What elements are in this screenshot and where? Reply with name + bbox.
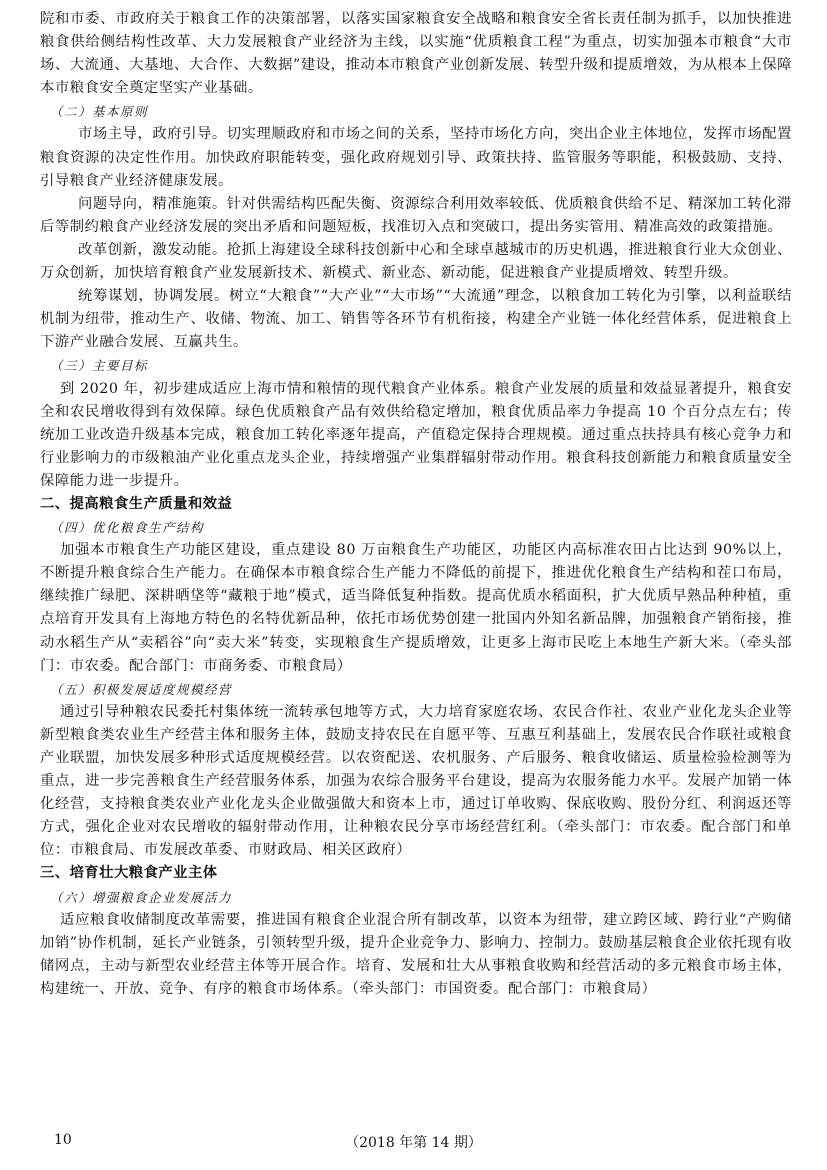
subheading-enterprise-vitality: （六）增强粮食企业发展活力 xyxy=(50,889,233,905)
paragraph-continued: 院和市委、市政府关于粮食工作的决策部署，以落实国家粮食安全战略和粮食安全省长责任制为抓手，以加快推进粮食供给侧结构性改革、大力发展粮食产业经济为主线，以实施“优质粮食工程”为重点，切实加强本市粮食“大市场、大流通、大基地、大合作、大数据”建设，推动本市粮食产业创新发展、转型升级和提质增效，为从根本上保障本市粮食安全奠定坚实产业基础。 xyxy=(40,11,792,97)
issue-label: （2018 年第 14 期） xyxy=(345,1135,482,1151)
paragraph-goals-2020: 到 2020 年，初步建成适应上海市情和粮情的现代粮食产业体系。粮食产业发展的质量和效益显著提升，粮食安全和农民增收得到有效保障。绿色优质粮食产品有效供给稳定增加，粮食优质品率力争提高 10 个百分点左右；传统加工业改造升级基本完成，粮食加工转化率逐年提高，产值稳定保持合理规模。通过重点扶持具有核心竞争力和行业影响力的市级粮油产业化重点龙头企业，持续增强产业集群辐射带动作用。粮食科技创新能力和粮食质量安全保障能力进一步提升。 xyxy=(40,380,792,489)
page-number: 10 xyxy=(54,1132,72,1148)
paragraph-reform-innovation: 改革创新，激发动能。抢抓上海建设全球科技创新中心和全球卓越城市的历史机遇，推进粮食行业大众创业、万众创新，加快培育粮食产业发展新技术、新模式、新业态、新动能，促进粮食产业提质增效、转型升级。 xyxy=(40,241,792,282)
subheading-scale-operation: （五）积极发展适度规模经营 xyxy=(50,681,233,697)
subheading-basic-principles: （二）基本原则 xyxy=(50,104,149,120)
paragraph-enterprise-vitality: 适应粮食收储制度改革需要，推进国有粮食企业混合所有制改革，以资本为纽带，建立跨区域、跨行业“产购储加销”协作机制，延长产业链条，引领转型升级，提升企业竞争力、影响力、控制力。鼓励基层粮食企业依托现有收储网点，主动与新型农业经营主体等开展合作。培育、发展和壮大从事粮食收购和经营活动的多元粮食市场主体，构建统一、开放、竞争、有序的粮食市场体系。（牵头部门：市国资委。配合部门：市粮食局） xyxy=(40,911,792,997)
paragraph-scale-operation: 通过引导种粮农民委托村集体统一流转承包地等方式，大力培育家庭农场、农民合作社、农业产业化龙头企业等新型粮食类农业生产经营主体和服务主体，鼓励支持农民在自愿平等、互惠互利基础上，发展农民合作联社或粮食产业联盟，加快发展多种形式适度规模经营。以农资配送、农机服务、产后服务、粮食收储运、质量检验检测等为重点，进一步完善粮食生产经营服务体系，加强为农综合服务平台建设，提高为农服务能力水平。发展产加销一体化经营，支持粮食类农业产业化龙头企业做强做大和资本上市，通过订单收购、保底收购、股份分红、利润返还等方式，强化企业对农民增收的辐射带动作用，让种粮农民分享市场经营红利。（牵头部门：市农委。配合部门和单位：市粮食局、市发展改革委、市财政局、相关区政府） xyxy=(40,703,792,859)
subheading-main-goals: （三）主要目标 xyxy=(50,358,149,374)
section-heading-2: 二、提高粮食生产质量和效益 xyxy=(40,495,233,512)
paragraph-coordinated-development: 统筹谋划，协调发展。树立“大粮食”“大产业”“大市场”“大流通”理念，以粮食加工转化为引擎，以利益联结机制为纽带，推动生产、收储、物流、加工、销售等各环节有机衔接，构建全产业链一体化经营体系，促进粮食上下游产业融合发展、互赢共生。 xyxy=(40,288,792,351)
document-page xyxy=(40,8,792,1001)
paragraph-problem-oriented: 问题导向，精准施策。针对供需结构匹配失衡、资源综合利用效率较低、优质粮食供给不足、精深加工转化滞后等制约粮食产业经济发展的突出矛盾和问题短板，找准切入点和突破口，提出务实管用、精准高效的政策措施。 xyxy=(40,195,792,235)
section-heading-3: 三、培育壮大粮食产业主体 xyxy=(40,865,218,882)
paragraph-production-structure: 加强本市粮食生产功能区建设，重点建设 80 万亩粮食生产功能区，功能区内高标准农田占比达到 90%以上，不断提升粮食综合生产能力。在确保本市粮食综合生产能力不降低的前提下，推进优化粮食生产结构和茬口布局，继续推广绿肥、深耕晒垡等“藏粮于地”模式，适当降低复种指数。提高优质水稻面积，扩大优质早熟品种种植，重点培育开发具有上海地方特色的名特优新品种，依托市场优势创建一批国内外知名新品牌，加强粮食产销衔接，推动水稻生产从“卖稻谷”向“卖大米”转变，实现粮食生产提质增效，让更多上海市民吃上本地生产新大米。（牵头部门：市农委。配合部门：市商务委、市粮食局） xyxy=(40,542,792,674)
page-footer xyxy=(0,1132,827,1156)
subheading-optimize-structure: （四）优化粮食生产结构 xyxy=(50,520,205,536)
paragraph-market-led: 市场主导，政府引导。切实理顺政府和市场之间的关系，坚持市场化方向，突出企业主体地位，发挥市场配置粮食资源的决定性作用。加快政府职能转变，强化政府规划引导、政策扶持、监管服务等职能，积极鼓励、支持、引导粮食产业经济健康发展。 xyxy=(40,126,792,189)
